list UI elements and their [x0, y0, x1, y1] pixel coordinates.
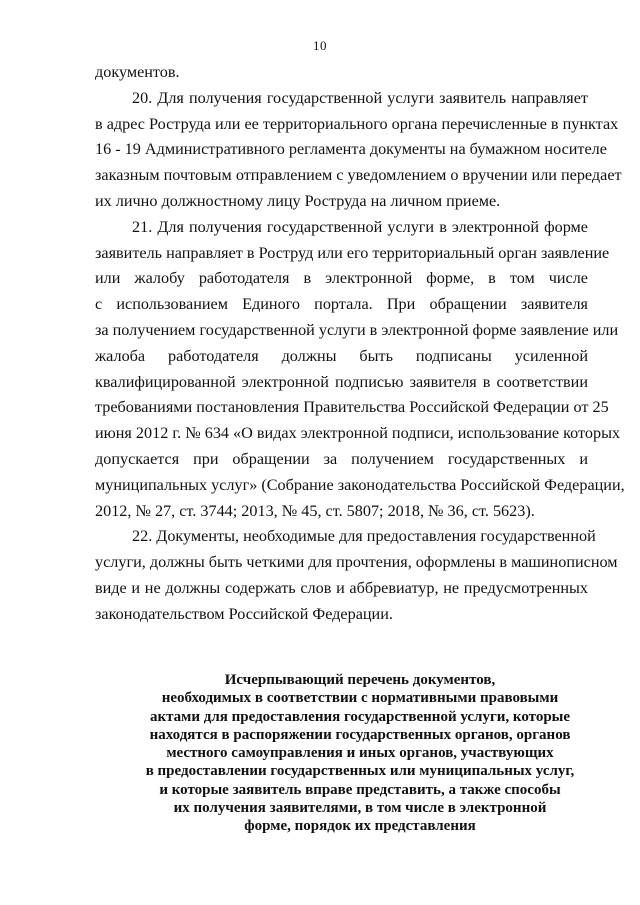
heading-line: и которые заявитель вправе представить, а также способы	[159, 781, 561, 798]
text-line: 22. Документы, необходимые для предоставления государственной	[132, 527, 596, 546]
text-line: муниципальных услуг» (Собрание законодательства Российской Федерации,	[95, 475, 625, 494]
text-line: законодательством Российской Федерации.	[95, 604, 393, 623]
text-line: или жалобу работодателя в электронной форме, в том числе	[95, 269, 588, 288]
heading-line: актами для предоставления государственной услуги, которые	[149, 708, 571, 725]
heading-line: Исчерпывающий перечень документов,	[224, 672, 496, 688]
heading-line: местного самоуправления и иных органов, участвующих	[166, 745, 554, 762]
paragraph-continuation	[95, 60, 588, 86]
heading-line: форме, порядок их представления	[244, 818, 476, 835]
page-number: 10	[313, 38, 327, 53]
text-line: с использованием Единого портала. При обращении заявителя	[95, 295, 588, 314]
text-line: июня 2012 г. № 634 «О видах электронной подписи, использование которых	[95, 424, 621, 443]
text-line: допускается при обращении за получением государственных и	[95, 449, 588, 468]
text-line: виде и не должны содержать слов и аббревиатур, не предусмотренных	[95, 578, 588, 597]
section-heading	[60, 671, 640, 836]
text-line: 16 - 19 Административного регламента документы на бумажном носителе	[95, 140, 607, 159]
text-line: документов.	[95, 63, 180, 81]
text-line: квалифицированной электронной подписью заявителя в соответствии	[95, 372, 588, 391]
document-body	[95, 60, 625, 628]
text-line: за получением государственной услуги в электронной форме заявление или	[95, 320, 619, 339]
heading-line: в предоставлении государственных или муниципальных услуг,	[145, 763, 575, 780]
heading-line: находятся в распоряжении государственных органов, органов	[149, 726, 571, 743]
text-line: их лично должностному лицу Роструда на личном приеме.	[95, 191, 501, 210]
paragraph-21	[95, 215, 625, 525]
text-line: 2012, № 27, ст. 3744; 2013, № 45, ст. 5807; 2018, № 36, ст. 5623).	[95, 501, 535, 520]
text-line: жалоба работодателя должны быть подписаны усиленной	[95, 346, 588, 365]
heading-line: их получения заявителями, в том числе в электронной	[173, 800, 547, 817]
text-line: 21. Для получения государственной услуги в электронной форме	[132, 217, 588, 236]
text-line: требованиями постановления Правительства Российской Федерации от 25	[95, 398, 609, 417]
heading-line: необходимых в соответствии с нормативными правовыми	[161, 690, 559, 707]
paragraph-22	[95, 524, 618, 627]
text-line: 20. Для получения государственной услуги заявитель направляет	[132, 88, 588, 107]
text-line: услуги, должны быть четкими для прочтения, оформлены в машинописном	[95, 553, 618, 572]
text-line: заказным почтовым отправлением с уведомлением о вручении или передает	[95, 166, 622, 185]
text-line: заявитель направляет в Роструд или его территориальный орган заявление	[95, 243, 610, 262]
paragraph-20	[95, 86, 622, 215]
text-line: в адрес Роструда или ее территориального органа перечисленные в пунктах	[95, 114, 619, 133]
